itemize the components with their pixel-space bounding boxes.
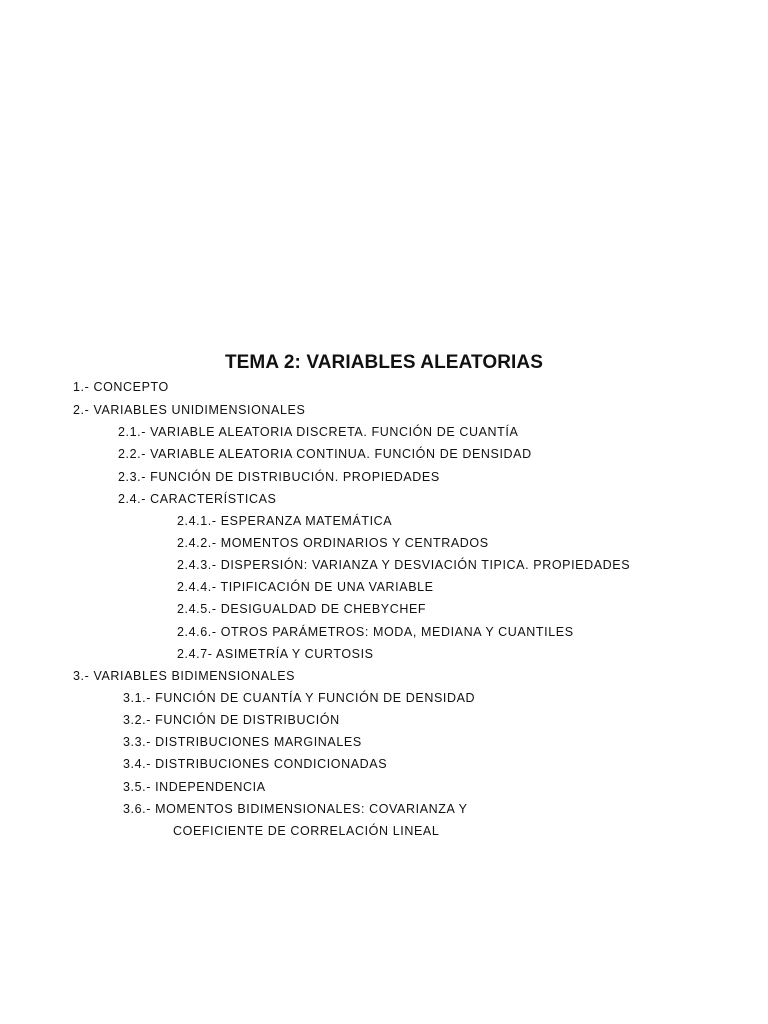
toc-item-2-4: 2.4.- CARACTERÍSTICAS: [118, 492, 277, 506]
toc-item-2-4-2: 2.4.2.- MOMENTOS ORDINARIOS Y CENTRADOS: [177, 536, 489, 550]
toc-item-3-2: 3.2.- FUNCIÓN DE DISTRIBUCIÓN: [123, 713, 340, 727]
toc-item-3-1: 3.1.- FUNCIÓN DE CUANTÍA Y FUNCIÓN DE DENSIDAD: [123, 691, 476, 705]
toc-item-3-3: 3.3.- DISTRIBUCIONES MARGINALES: [123, 735, 362, 749]
toc-item-3: 3.- VARIABLES BIDIMENSIONALES: [73, 669, 296, 683]
toc-item-3-6-continuation: COEFICIENTE DE CORRELACIÓN LINEAL: [173, 824, 440, 838]
toc-item-2-2: 2.2.- VARIABLE ALEATORIA CONTINUA. FUNCIÓN DE DENSIDAD: [118, 447, 532, 461]
toc-item-1: 1.- CONCEPTO: [73, 380, 169, 394]
toc-item-2-4-7: 2.4.7- ASIMETRÍA Y CURTOSIS: [177, 647, 374, 661]
toc-item-2: 2.- VARIABLES UNIDIMENSIONALES: [73, 403, 306, 417]
toc-item-2-4-6: 2.4.6.- OTROS PARÁMETROS: MODA, MEDIANA Y CUANTILES: [177, 625, 574, 639]
toc-item-2-1: 2.1.- VARIABLE ALEATORIA DISCRETA. FUNCIÓN DE CUANTÍA: [118, 425, 519, 439]
toc-item-3-4: 3.4.- DISTRIBUCIONES CONDICIONADAS: [123, 757, 388, 771]
page-title: TEMA 2: VARIABLES ALEATORIAS: [224, 352, 544, 373]
toc-item-3-6: 3.6.- MOMENTOS BIDIMENSIONALES: COVARIANZA Y: [123, 802, 468, 816]
toc-item-2-4-1: 2.4.1.- ESPERANZA MATEMÁTICA: [177, 514, 393, 528]
toc-item-2-3: 2.3.- FUNCIÓN DE DISTRIBUCIÓN. PROPIEDADES: [118, 470, 440, 484]
toc-item-2-4-5: 2.4.5.- DESIGUALDAD DE CHEBYCHEF: [177, 602, 427, 616]
toc-item-2-4-4: 2.4.4.- TIPIFICACIÓN DE UNA VARIABLE: [177, 580, 434, 594]
toc-item-2-4-3: 2.4.3.- DISPERSIÓN: VARIANZA Y DESVIACIÓN TIPICA. PROPIEDADES: [177, 558, 631, 572]
toc-item-3-5: 3.5.- INDEPENDENCIA: [123, 780, 266, 794]
